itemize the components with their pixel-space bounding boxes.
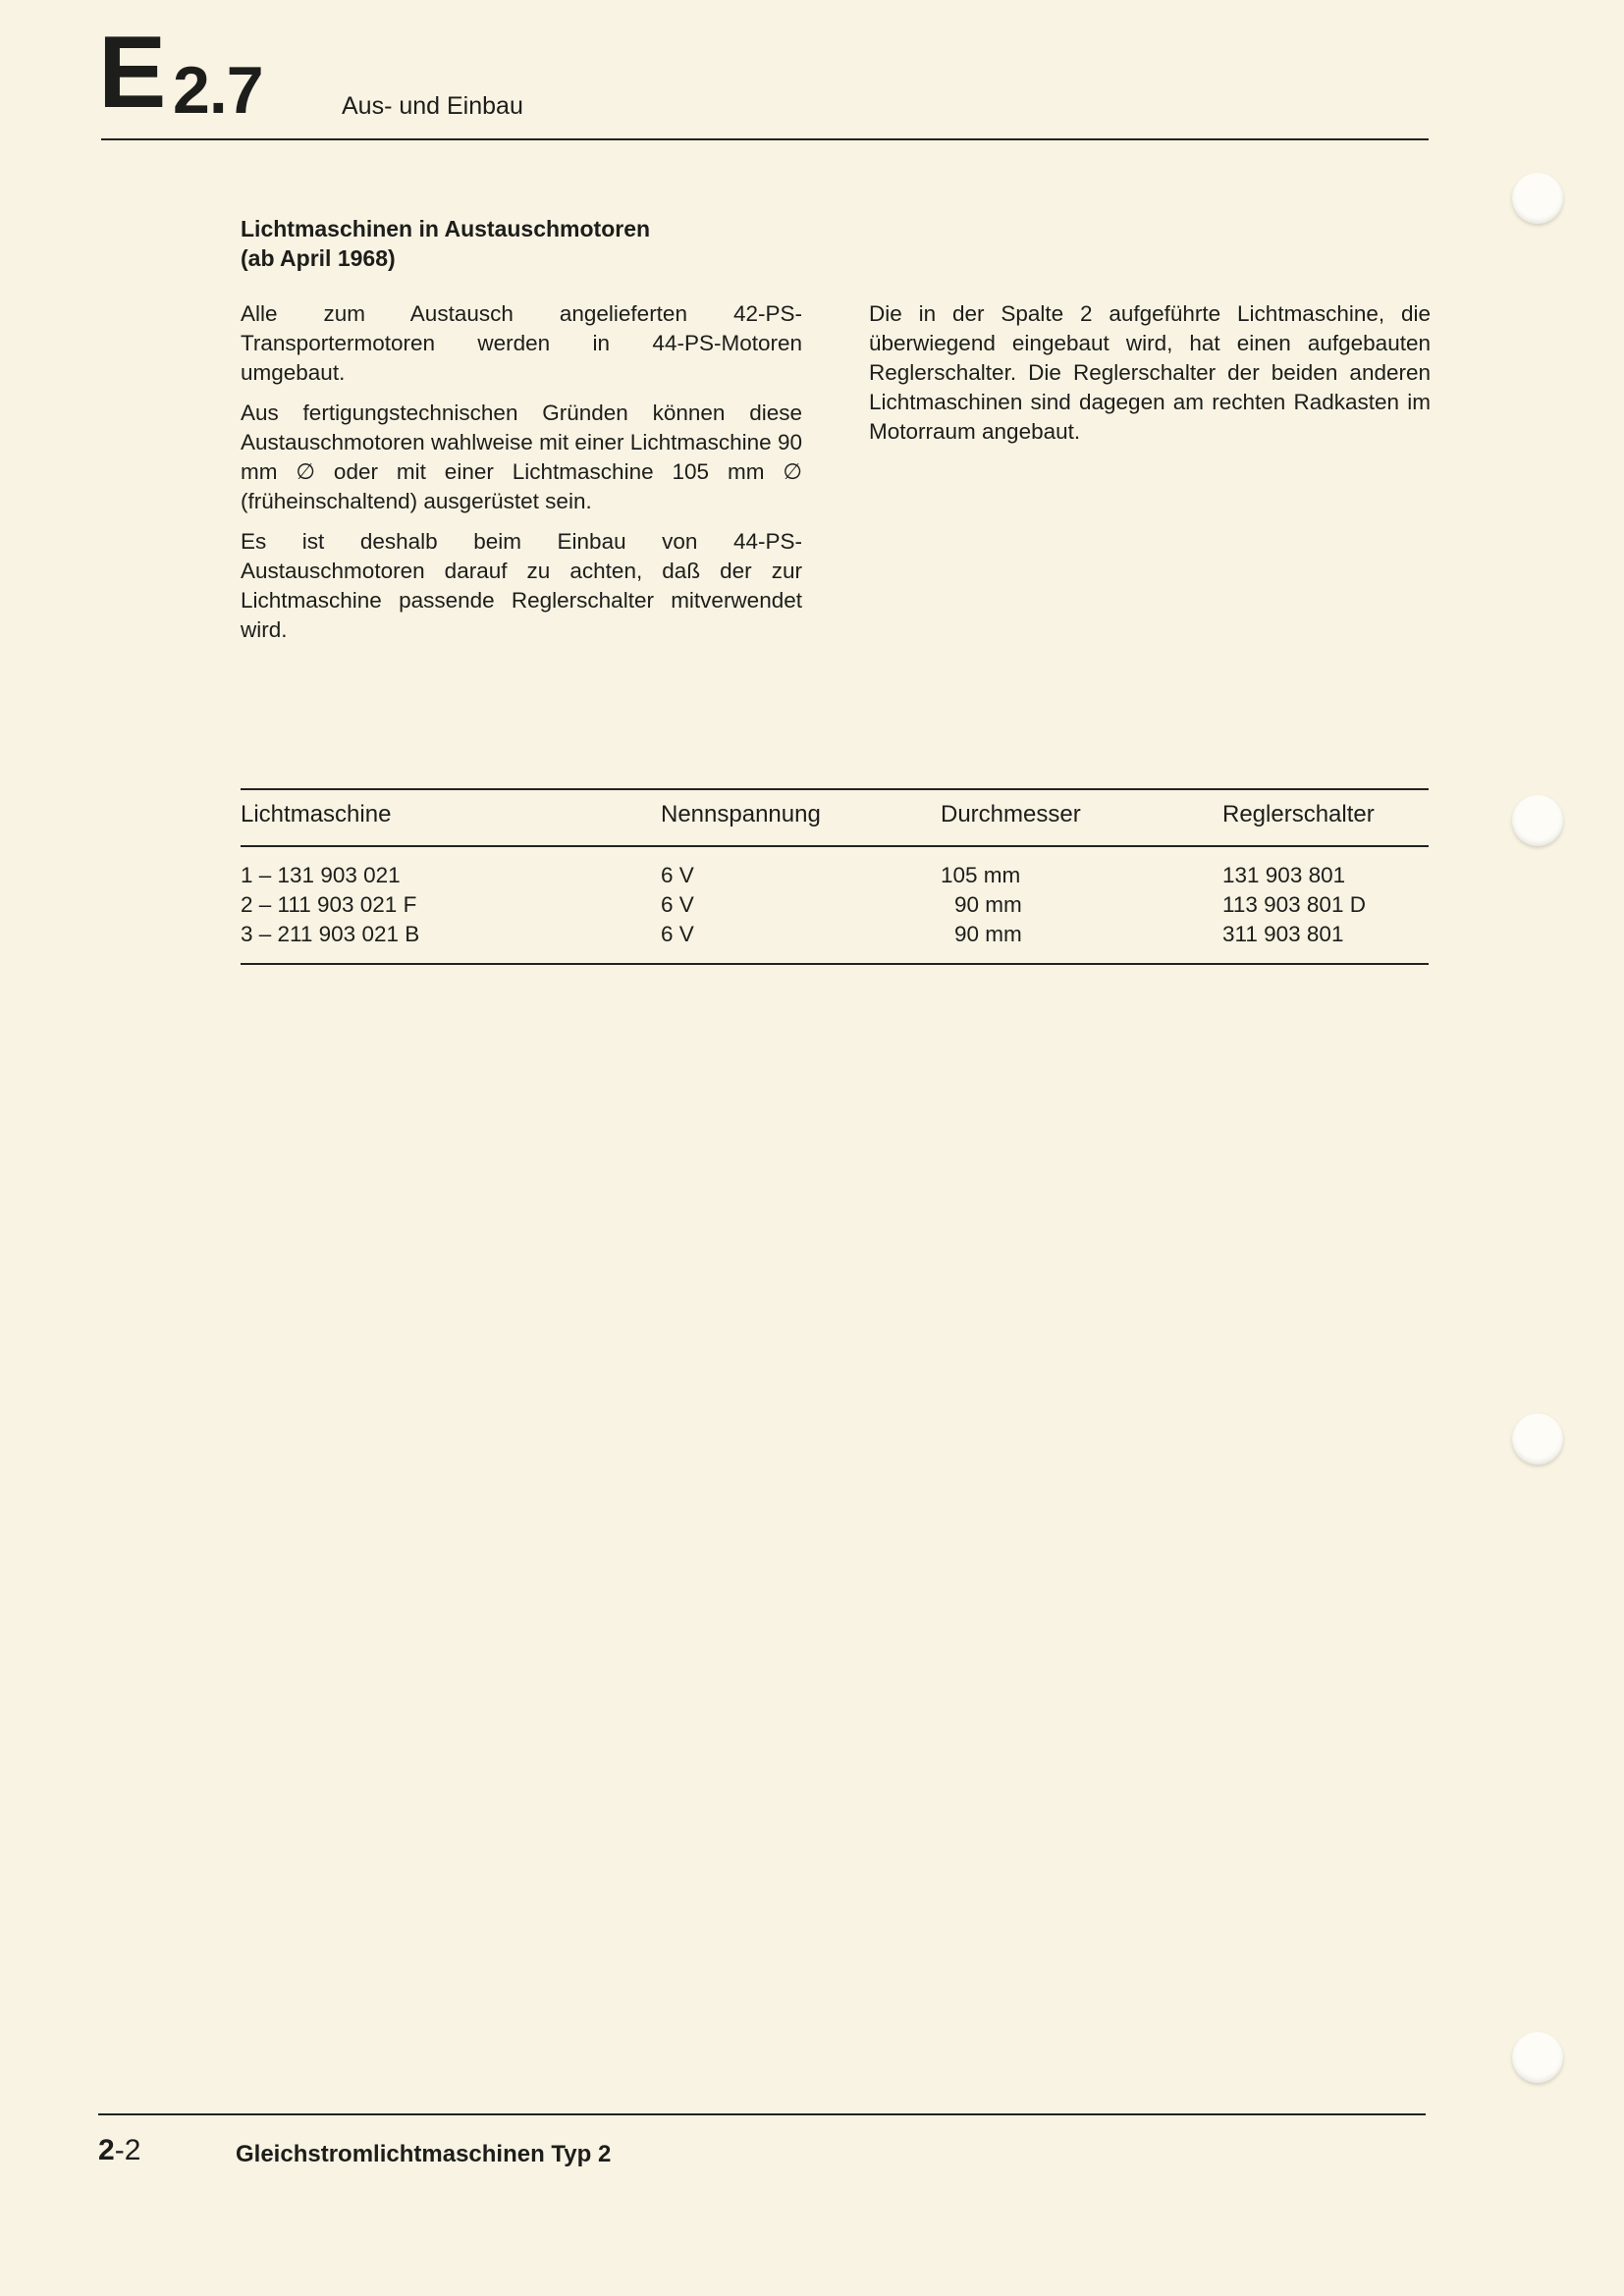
- cell-durchmesser: 105 mm: [941, 863, 1021, 887]
- paragraph: Alle zum Austausch angelieferten 42-PS-Transportermotoren werden in 44-PS-Motoren umgebaut.: [241, 301, 802, 385]
- binder-hole: [1512, 2032, 1563, 2083]
- cell-nennspannung: 6 V: [661, 863, 694, 887]
- article-heading: [241, 214, 650, 273]
- footer-rule: [98, 2113, 1426, 2115]
- paragraph: Es ist deshalb beim Einbau von 44-PS-Austauschmotoren darauf zu achten, daß der zur Lichtmaschine passende Reglerschalter mitverwendet wird.: [241, 529, 802, 642]
- table-top-rule: [241, 788, 1429, 790]
- col-header-nennspannung: Nennspannung: [661, 801, 821, 828]
- page-number: 2-2: [98, 2134, 141, 2166]
- footer-title: Gleichstromlichtmaschinen Typ 2: [236, 2141, 612, 2167]
- table-header-rule: [241, 845, 1429, 847]
- article-heading-line2: (ab April 1968): [241, 245, 396, 271]
- cell-durchmesser: 90 mm: [954, 922, 1022, 946]
- col-header-lichtmaschine: Lichtmaschine: [241, 801, 392, 828]
- left-column: [241, 299, 802, 656]
- col-header-reglerschalter: Reglerschalter: [1222, 801, 1375, 828]
- right-column: [869, 299, 1431, 457]
- cell-durchmesser: 90 mm: [954, 892, 1022, 917]
- section-letter: E: [98, 16, 165, 130]
- cell-reglerschalter: 131 903 801: [1222, 863, 1346, 887]
- paragraph: Aus fertigungstechnischen Gründen können diese Austauschmotoren wahlweise mit einer Lichtmaschine 90 mm ∅ oder mit einer Lichtmaschine 105 mm ∅ (früheinschaltend) ausgerüstet sein.: [241, 400, 802, 513]
- cell-nennspannung: 6 V: [661, 922, 694, 946]
- page-chapter: 2: [98, 2134, 115, 2166]
- section-title: Aus- und Einbau: [342, 92, 523, 120]
- header-rule: [101, 138, 1429, 140]
- cell-reglerschalter: 113 903 801 D: [1222, 892, 1366, 917]
- binder-hole: [1512, 795, 1563, 846]
- cell-lichtmaschine: 2 – 111 903 021 F: [241, 892, 417, 917]
- cell-lichtmaschine: 1 – 131 903 021: [241, 863, 401, 887]
- cell-lichtmaschine: 3 – 211 903 021 B: [241, 922, 420, 946]
- binder-hole: [1512, 1414, 1563, 1465]
- page-index: 2: [124, 2134, 141, 2166]
- binder-hole: [1512, 173, 1563, 224]
- cell-nennspannung: 6 V: [661, 892, 694, 917]
- col-header-durchmesser: Durchmesser: [941, 801, 1081, 828]
- article-heading-line1: Lichtmaschinen in Austauschmotoren: [241, 216, 651, 241]
- section-number: 2.7: [173, 53, 263, 128]
- paragraph: Die in der Spalte 2 aufgeführte Lichtmaschine, die überwiegend eingebaut wird, hat einen aufgebauten Reglerschalter. Die Reglerschalter der beiden anderen Lichtmaschinen sind dagegen am rechten Radkasten im Motorraum angebaut.: [869, 301, 1431, 444]
- table-bottom-rule: [241, 963, 1429, 965]
- cell-reglerschalter: 311 903 801: [1222, 922, 1344, 946]
